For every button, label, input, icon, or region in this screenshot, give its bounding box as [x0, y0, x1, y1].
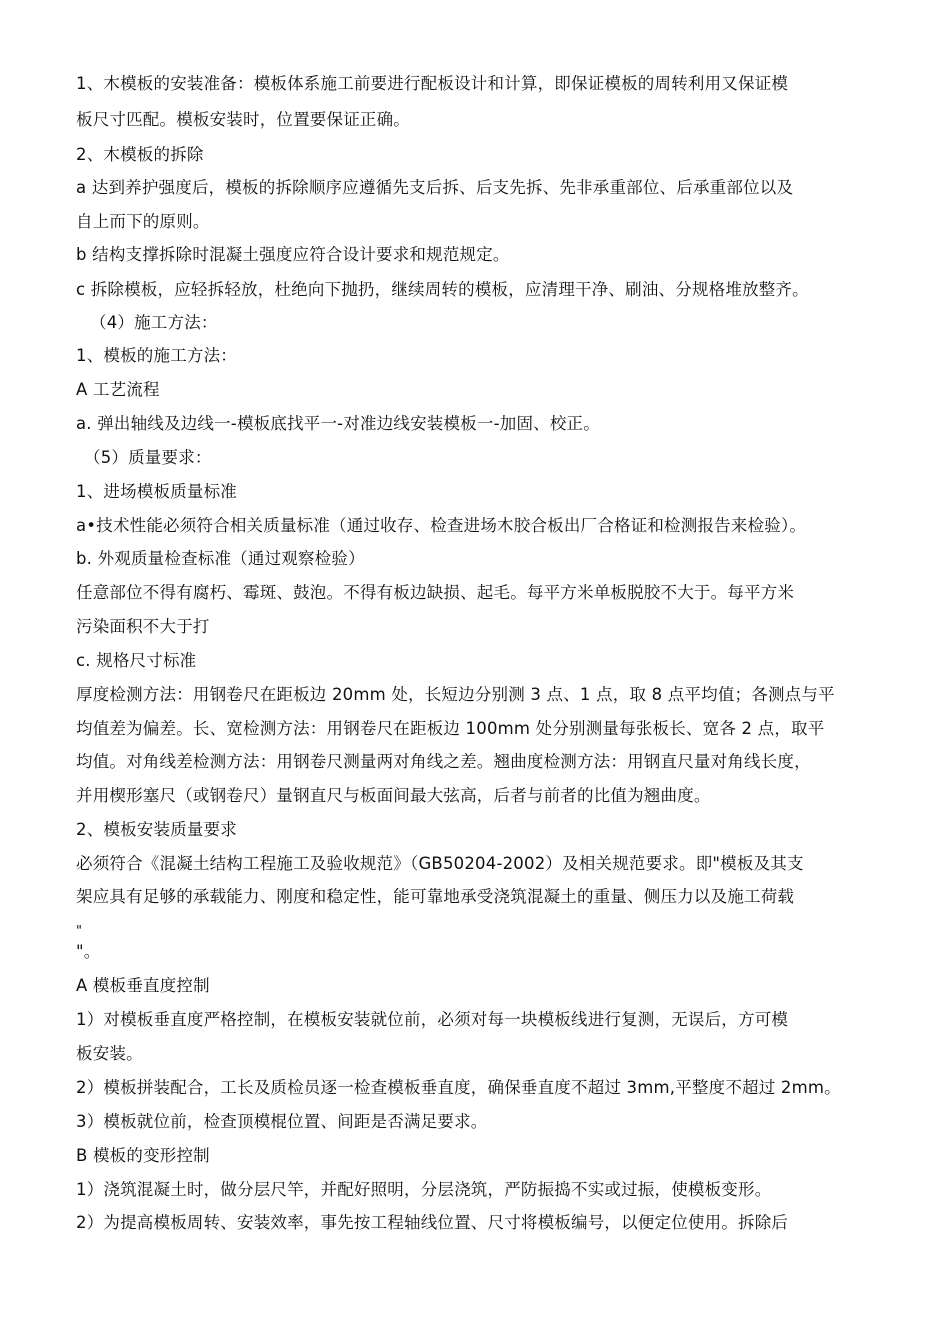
text-line: c 拆除模板，应轻拆轻放，杜绝向下抛扔，继续周转的模板，应清理干净、刷油、分规格堆放整齐。: [76, 280, 809, 299]
section-heading: （5）质量要求：: [84, 448, 212, 467]
text-line: a 达到养护强度后，模板的拆除顺序应遵循先支后拆、后支先拆、先非承重部位、后承重部位以及: [76, 178, 794, 197]
text-line: 均值。对角线差检测方法：用钢卷尺测量两对角线之差。翘曲度检测方法：用钢直尺量对角线长度，: [76, 752, 811, 771]
section-heading: （4）施工方法：: [90, 313, 218, 332]
text-line: 厚度检测方法：用钢卷尺在距板边 20mm 处，长短边分别测 3 点、1 点，取 8 点平均值；各测点与平: [76, 685, 835, 704]
text-line: 并用楔形塞尺（或钢卷尺）量钢直尺与板面间最大弦高，后者与前者的比值为翘曲度。: [76, 786, 711, 805]
text-line: a•技术性能必须符合相关质量标准（通过收存、检查进场木胶合板出厂合格证和检测报告来检验）。: [76, 516, 807, 535]
text-line: 2）模板拼装配合，工长及质检员逐一检查模板垂直度，确保垂直度不超过 3mm,平整度不超过 2mm。: [76, 1078, 841, 1097]
section-heading: 1、进场模板质量标准: [76, 482, 237, 501]
text-line: 1、木模板的安装准备：模板体系施工前要进行配板设计和计算，即保证模板的周转利用又保证模: [76, 74, 789, 93]
text-line: "。: [76, 942, 101, 961]
text-line: 污染面积不大于打: [76, 617, 210, 636]
section-heading: A 模板垂直度控制: [76, 976, 210, 995]
text-line: c. 规格尺寸标准: [76, 651, 197, 670]
text-line: 1）对模板垂直度严格控制，在模板安装就位前，必须对每一块模板线进行复测，无误后，方可模: [76, 1010, 789, 1029]
section-heading: 1、模板的施工方法：: [76, 346, 237, 365]
text-line: 架应具有足够的承载能力、刚度和稳定性，能可靠地承受浇筑混凝土的重量、侧压力以及施工荷载: [76, 887, 795, 906]
section-heading: A 工艺流程: [76, 380, 160, 399]
text-line: ": [76, 924, 83, 939]
text-line: 自上而下的原则。: [76, 212, 210, 231]
text-line: 板尺寸匹配。模板安装时，位置要保证正确。: [76, 110, 410, 129]
text-line: 任意部位不得有腐朽、霉斑、鼓泡。不得有板边缺损、起毛。每平方米单板脱胶不大于。每平方米: [76, 583, 795, 602]
text-line: 均值差为偏差。长、宽检测方法：用钢卷尺在距板边 100mm 处分别测量每张板长、宽各 2 点，取平: [76, 719, 825, 738]
text-line: 必须符合《混凝土结构工程施工及验收规范》（GB50204-2002）及相关规范要求。即"模板及其支: [76, 854, 804, 873]
text-line: 2）为提高模板周转、安装效率，事先按工程轴线位置、尺寸将模板编号，以便定位使用。拆除后: [76, 1213, 789, 1232]
text-line: 3）模板就位前，检查顶模棍位置、间距是否满足要求。: [76, 1112, 488, 1131]
section-heading: 2、木模板的拆除: [76, 145, 204, 164]
text-line: 板安装。: [76, 1044, 143, 1063]
section-heading: 2、模板安装质量要求: [76, 820, 237, 839]
text-line: b 结构支撑拆除时混凝土强度应符合设计要求和规范规定。: [76, 245, 510, 264]
section-heading: B 模板的变形控制: [76, 1146, 210, 1165]
text-line: a. 弹出轴线及边线一-模板底找平一-对准边线安装模板一-加固、校正。: [76, 414, 600, 433]
text-line: b. 外观质量检查标准（通过观察检验）: [76, 549, 365, 568]
text-line: 1）浇筑混凝土时，做分层尺竿，并配好照明，分层浇筑，严防振捣不实或过振，使模板变形。: [76, 1180, 772, 1199]
